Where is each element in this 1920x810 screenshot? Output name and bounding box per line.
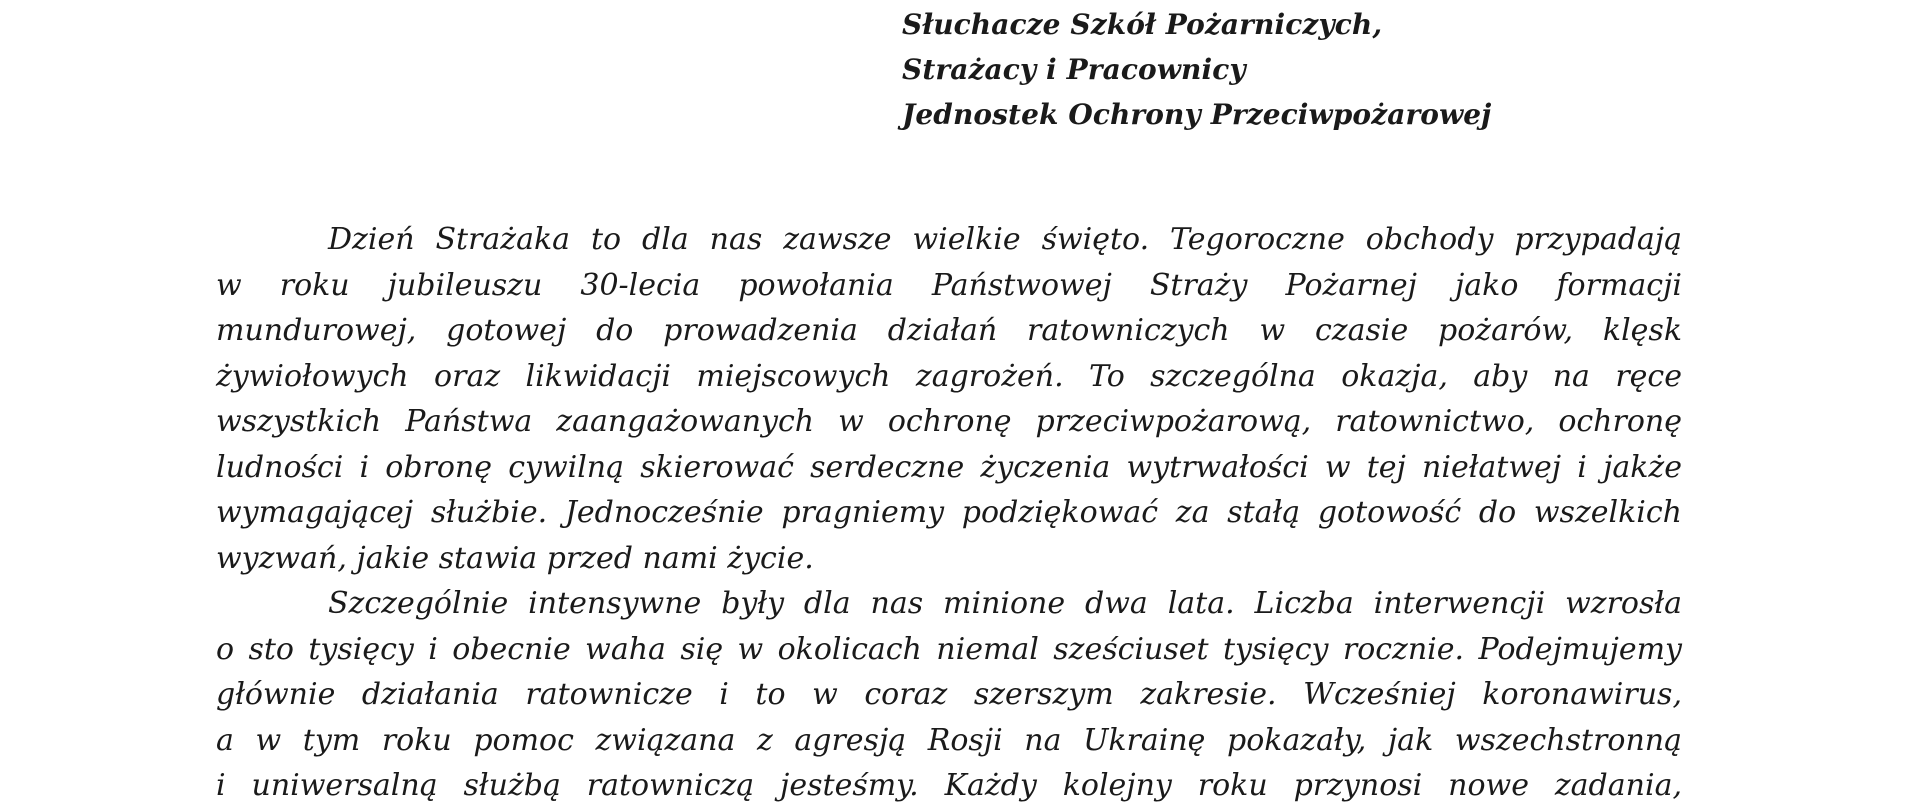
text-line: i uniwersalną służbą ratowniczą jesteśmy. Każdy kolejny roku przynosi nowe zadania, (216, 768, 1682, 803)
text-line: mundurowej, gotowej do prowadzenia działań ratowniczych w czasie pożarów, klęsk (216, 313, 1682, 348)
paragraph (216, 217, 1682, 581)
text-line: głównie działania ratownicze i to w coraz szerszym zakresie. Wcześniej koronawirus, (216, 677, 1682, 712)
text-line: wyzwań, jakie stawia przed nami życie. (216, 540, 814, 576)
text-line: wymagającej służbie. Jednocześnie pragniemy podziękować za stałą gotowość do wszelkich (216, 495, 1682, 530)
text-line: wszystkich Państwa zaangażowanych w ochronę przeciwpożarową, ratownictwo, ochronę (216, 404, 1682, 439)
text-line: Dzień Strażaka to dla nas zawsze wielkie święto. Tegoroczne obchody przypadają (328, 222, 1682, 257)
text-line: w roku jubileuszu 30-lecia powołania Państwowej Straży Pożarnej jako formacji (216, 267, 1682, 303)
text-line: o sto tysięcy i obecnie waha się w okolicach niemal sześciuset tysięcy rocznie. Podejmujemy (216, 631, 1682, 667)
text-line: Szczególnie intensywne były dla nas minione dwa lata. Liczba interwencji wzrosła (328, 586, 1682, 621)
recipients-block (902, 2, 1802, 137)
recipient-line: Słuchacze Szkół Pożarniczych, (902, 8, 1383, 41)
text-line: żywiołowych oraz likwidacji miejscowych zagrożeń. To szczególna okazja, aby na ręce (216, 358, 1682, 394)
text-line: a w tym roku pomoc związana z agresją Rosji na Ukrainę pokazały, jak wszechstronną (216, 722, 1682, 758)
paragraph (216, 581, 1682, 809)
text-line: ludności i obronę cywilną skierować serdeczne życzenia wytrwałości w tej niełatwej i jakże (216, 449, 1682, 485)
recipient-line: Strażacy i Pracownicy (902, 53, 1246, 86)
recipient-line: Jednostek Ochrony Przeciwpożarowej (902, 98, 1492, 131)
letter-body (216, 217, 1682, 809)
